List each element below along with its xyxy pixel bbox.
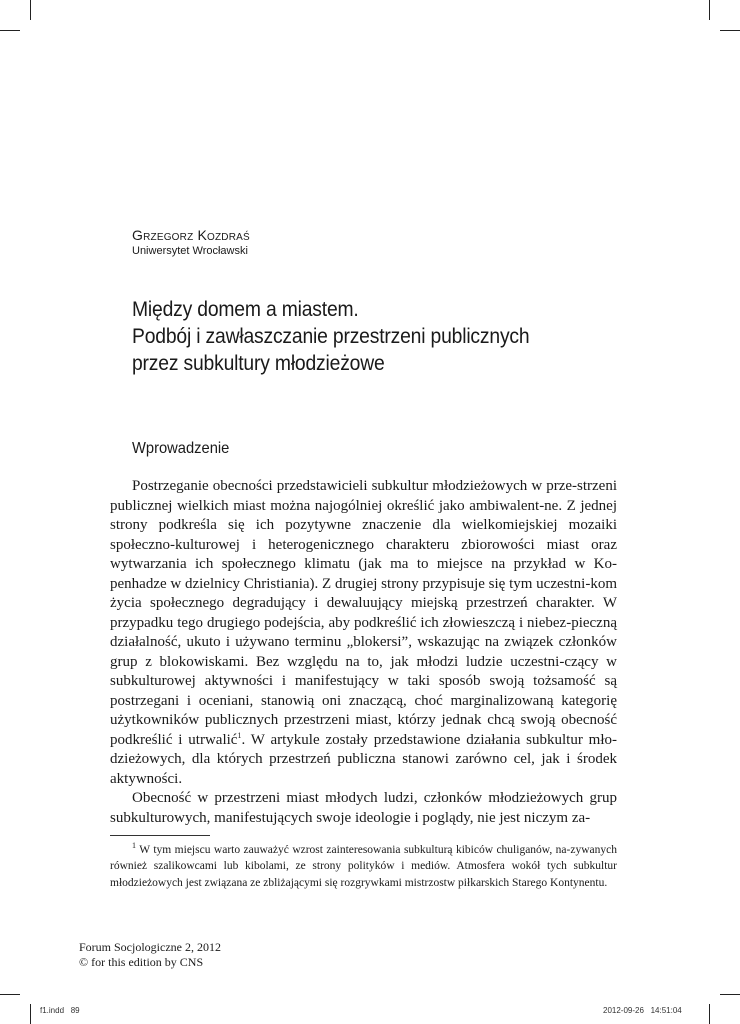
paragraph-2: Obecność w przestrzeni miast młodych ludzi, członków młodzieżowych grup subkulturowych, manifestujących swoje ideologie i poglądy, nie jest niczym za- xyxy=(110,790,617,826)
article-body xyxy=(110,477,617,828)
author-name: Grzegorz Kozdraś xyxy=(132,227,250,243)
crop-mark-top-right xyxy=(709,0,710,20)
publication-info xyxy=(79,940,221,970)
crop-mark-bottom-right-h xyxy=(720,994,740,995)
author-affiliation: Uniwersytet Wrocławski xyxy=(132,245,248,257)
crop-mark-top-left-h xyxy=(0,30,20,31)
journal-name: Forum Socjologiczne 2, 2012 xyxy=(79,940,221,954)
author-block xyxy=(132,226,250,258)
title-line-3: przez subkultury młodzieżowe xyxy=(132,352,385,375)
crop-mark-top-right-h xyxy=(720,30,740,31)
section-heading: Wprowadzenie xyxy=(132,440,230,457)
footnote-number: 1 xyxy=(132,841,136,851)
footnote xyxy=(110,842,617,891)
crop-mark-top-left xyxy=(30,0,31,20)
copyright-line: © for this edition by CNS xyxy=(79,955,204,969)
footnote-text: W tym miejscu warto zauważyć wzrost zainteresowania subkulturą kibiców chuliganów, na-zywanych również szalikowcami lub kibolami, ze strony polityków i mediów. Atmosfera wokół tych subkultur młodzieżowych jest związana ze zbliżającymi się rozgrywkami mistrzostw piłkarskich Starego Kontynentu. xyxy=(110,844,617,889)
article-title xyxy=(132,296,647,377)
crop-mark-bottom-left xyxy=(30,1004,31,1024)
footnote-separator xyxy=(110,835,210,836)
title-line-1: Między domem a miastem. xyxy=(132,298,359,321)
paragraph-1 xyxy=(110,477,617,789)
slug-file: f1.indd 89 xyxy=(40,1006,80,1015)
title-line-2: Podbój i zawłaszczanie przestrzeni publicznych xyxy=(132,325,530,348)
paragraph-1-text: Postrzeganie obecności przedstawicieli subkultur młodzieżowych w prze-strzeni publicznej wielkich miast można najogólniej określić jako ambiwalent-ne. Z jednej strony podkreśla się ich pozytywne znaczenie dla wielkomiejskiej mozaiki społeczno-kulturowej i heterogenicznego charakteru zbiorowości miast oraz wytwarzania ich społecznego klimatu (jak ma to miejsce na przykład w Ko-penhadze w dzielnicy Christiania). Z drugiej strony przypisuje się tym uczestni-kom życia społecznego degradujący i dewaluujący miejską przestrzeń charakter. W przypadku tego drugiego podejścia, aby podkreślić ich złowieszczą i niebez-pieczną działalność, ukuto i używano terminu „blokersi”, wskazując na związek członków grup z blokowiskami. Bez względu na to, jak młodzi ludzie uczestni-czący w subkulturowej aktywności i manifestujący w taki sposób swoją tożsamość są postrzegani i oceniani, stanowią oni znaczącą, choć marginalizowaną kategorię użytkowników publicznych przestrzeni miast, którzy jednak chcą swoją obecność podkreślić i utrwalić xyxy=(110,478,617,748)
paragraph-1-continued: . W artykule zostały przedstawione działania subkultur mło-dzieżowych, dla których przestrzeń publiczna stanowi zarówno cel, jak i środek aktywności. xyxy=(110,731,617,787)
crop-mark-bottom-right xyxy=(709,1004,710,1024)
footnote-reference[interactable]: 1 xyxy=(237,730,242,740)
slug-timestamp: 2012-09-26 14:51:04 xyxy=(603,1006,682,1015)
crop-mark-bottom-left-h xyxy=(0,994,20,995)
